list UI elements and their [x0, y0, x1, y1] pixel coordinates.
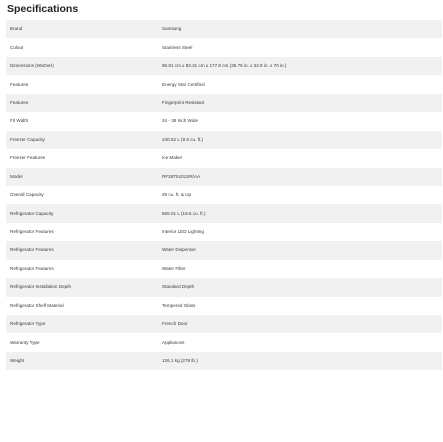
spec-value: Ice Maker — [162, 155, 183, 161]
spec-label: Refrigerator Features — [10, 265, 54, 271]
spec-value: 555.01 L (19.6 cu. ft.) — [162, 210, 206, 216]
spec-value: Tempered Glass — [162, 302, 196, 308]
spec-label: Refrigerator Shelf Material — [10, 302, 64, 308]
specifications-table — [6, 20, 442, 370]
section-title: Specifications — [7, 3, 79, 15]
spec-label: Refrigerator Type — [10, 321, 46, 327]
spec-row — [6, 75, 442, 93]
spec-value: 25 cu. ft. & Up — [162, 192, 192, 198]
spec-row — [6, 278, 442, 296]
spec-value: Standard Depth — [162, 284, 195, 290]
spec-label: Refrigerator Installation Depth — [10, 284, 72, 290]
spec-row — [6, 186, 442, 204]
spec-value: Interior LED Lighting — [162, 229, 204, 235]
spec-value: Samsung — [162, 26, 182, 32]
spec-row — [6, 352, 442, 370]
specifications-table-body — [6, 20, 442, 370]
spec-row — [6, 57, 442, 75]
spec-row — [6, 223, 442, 241]
spec-label: Freezer Capacity — [10, 136, 45, 142]
spec-value: 34 - 36 Inch Wide — [162, 118, 199, 124]
spec-label: Features — [10, 81, 29, 87]
spec-value: Water Filter — [162, 265, 186, 271]
spec-label: Fit Width — [10, 118, 29, 124]
spec-label: Refrigerator Capacity — [10, 210, 54, 216]
spec-row — [6, 297, 442, 315]
spec-label: Refrigerator Features — [10, 229, 54, 235]
spec-label: Model — [10, 173, 23, 179]
spec-value: 126.1 kg (278 lb.) — [162, 358, 198, 364]
spec-value: French Door — [162, 321, 188, 327]
spec-value: Water Dispenser — [162, 247, 197, 253]
spec-label: Overall Capacity — [10, 192, 44, 198]
spec-value: Appliances — [162, 339, 185, 345]
spec-row — [6, 260, 442, 278]
spec-row — [6, 38, 442, 56]
spec-row — [6, 168, 442, 186]
spec-label: Weight — [10, 358, 25, 364]
spec-value: Fingerprint Resistant — [162, 99, 205, 105]
spec-value: Stainless Steel — [162, 44, 193, 50]
spec-label: Colour — [10, 44, 24, 50]
spec-label: Dimensions (WxDxH) — [10, 63, 54, 69]
spec-value: Energy Star Certified — [162, 81, 205, 87]
spec-row — [6, 241, 442, 259]
spec-value: RF28T5101SR/AA — [162, 173, 201, 179]
spec-label: Brand — [10, 26, 23, 32]
spec-label: Refrigerator Features — [10, 247, 54, 253]
spec-value: 240.52 L (8.5 cu. ft.) — [162, 136, 203, 142]
spec-label: Freezer Features — [10, 155, 46, 161]
spec-row — [6, 94, 442, 112]
spec-row — [6, 20, 442, 38]
spec-row — [6, 204, 442, 222]
spec-row — [6, 333, 442, 351]
spec-label: Features — [10, 99, 29, 105]
spec-row — [6, 131, 442, 149]
spec-row — [6, 149, 442, 167]
spec-label: Warranty Type — [10, 339, 40, 345]
spec-row — [6, 315, 442, 333]
spec-row — [6, 112, 442, 130]
spec-value: 90.81 cm x 83.31 cm x 177.8 cm (35.75 in. x 32.8 in. x 70 in.) — [162, 63, 287, 69]
